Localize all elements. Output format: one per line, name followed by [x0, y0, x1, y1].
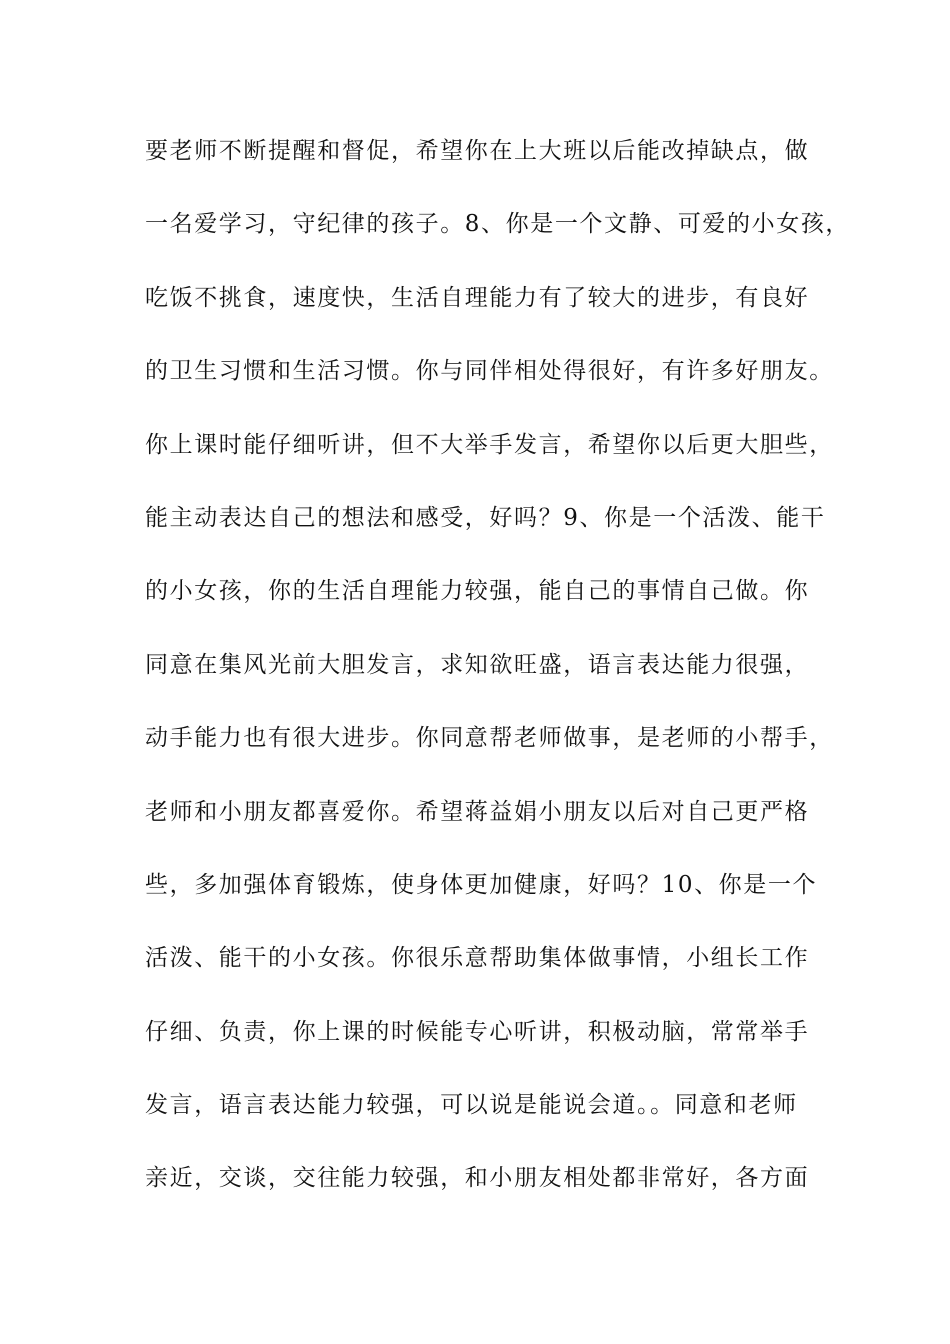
text-line-2: 一名爱学习，守纪律的孩子。8、你是一个文静、可爱的小女孩， — [145, 211, 851, 238]
text-line-9: 动手能力也有很大进步。你同意帮老师做事，是老师的小帮手， — [145, 725, 834, 752]
text-line-11: 些，多加强体育锻炼，使身体更加健康，好吗？10、你是一个 — [145, 871, 818, 898]
text-line-8: 同意在集风光前大胆发言，求知欲旺盛，语言表达能力很强， — [145, 651, 810, 678]
text-line-10: 老师和小朋友都喜爱你。希望蒋益娟小朋友以后对自己更严格 — [145, 798, 810, 825]
text-line-3: 吃饭不挑食，速度快，生活自理能力有了较大的进步，有良好 — [145, 284, 810, 311]
text-line-7: 的小女孩，你的生活自理能力较强，能自己的事情自己做。你 — [145, 578, 810, 605]
text-line-6: 能主动表达自己的想法和感受，好吗？9、你是一个活泼、能干 — [145, 504, 826, 531]
text-line-15: 亲近，交谈，交往能力较强，和小朋友相处都非常好，各方面 — [145, 1165, 810, 1192]
body-text — [145, 126, 851, 1227]
text-line-5: 你上课时能仔细听讲，但不大举手发言，希望你以后更大胆些， — [145, 431, 834, 458]
text-line-13: 仔细、负责，你上课的时候能专心听讲，积极动脑，常常举手 — [145, 1018, 810, 1045]
text-line-12: 活泼、能干的小女孩。你很乐意帮助集体做事情，小组长工作 — [145, 945, 810, 972]
text-line-4: 的卫生习惯和生活习惯。你与同伴相处得很好，有许多好朋友。 — [145, 358, 834, 385]
text-line-1: 要老师不断提醒和督促，希望你在上大班以后能改掉缺点，做 — [145, 138, 810, 164]
text-line-14: 发言，语言表达能力较强，可以说是能说会道。。同意和老师 — [145, 1092, 798, 1119]
